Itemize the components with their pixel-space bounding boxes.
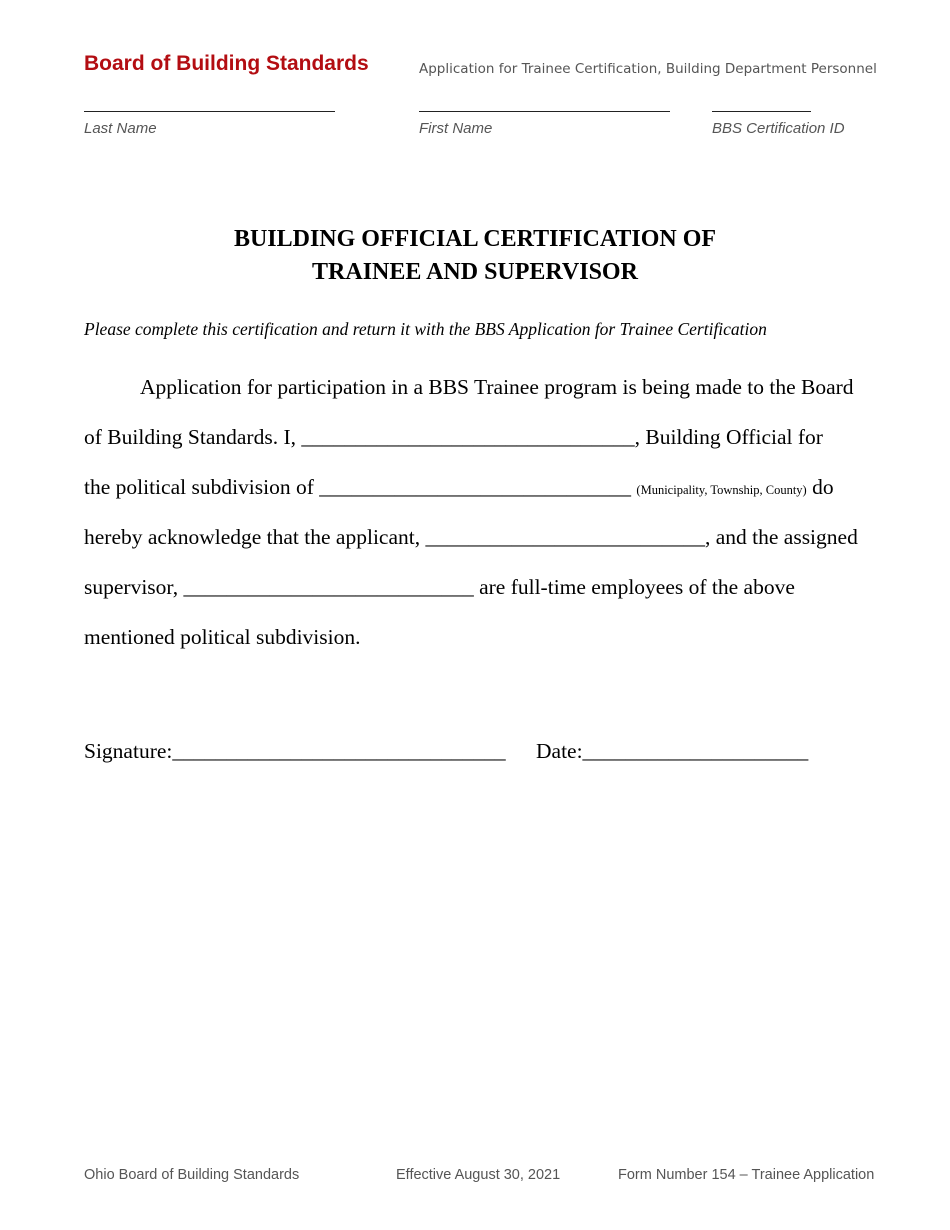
body-line-4: hereby acknowledge that the applicant, __________________________, and the assigned xyxy=(84,525,858,549)
brand-title: Board of Building Standards xyxy=(84,52,369,75)
signature-field[interactable]: Signature:_______________________________ xyxy=(84,739,506,763)
first-name-label: First Name xyxy=(419,120,493,137)
last-name-line[interactable] xyxy=(84,111,335,112)
body-line-5: supervisor, ___________________________ are full-time employees of the above xyxy=(84,575,795,599)
last-name-label: Last Name xyxy=(84,120,157,137)
footer-effective-date: Effective August 30, 2021 xyxy=(396,1167,561,1183)
first-name-line[interactable] xyxy=(419,111,670,112)
instruction-text: Please complete this certification and return it with the BBS Application for Trainee Certification xyxy=(84,319,767,339)
body-line-3-end: do xyxy=(806,475,834,499)
document-title xyxy=(0,223,950,289)
body-line-3-main: the political subdivision of _____________________________ xyxy=(84,475,637,499)
date-field[interactable]: Date:_____________________ xyxy=(536,739,809,763)
subdivision-note: (Municipality, Township, County) xyxy=(636,483,807,497)
body-line-1: Application for participation in a BBS Trainee program is being made to the Board xyxy=(140,375,854,399)
form-subtitle: Application for Trainee Certification, Building Department Personnel xyxy=(419,61,877,77)
body-line-6: mentioned political subdivision. xyxy=(84,625,361,649)
footer-form-number: Form Number 154 – Trainee Application xyxy=(618,1167,875,1183)
cert-id-label: BBS Certification ID xyxy=(712,120,845,137)
body-line-3 xyxy=(84,475,834,500)
cert-id-line[interactable] xyxy=(712,111,811,112)
title-line-1: BUILDING OFFICIAL CERTIFICATION OF xyxy=(233,226,717,252)
body-line-2: of Building Standards. I, _______________________________, Building Official for xyxy=(84,425,823,449)
title-line-2: TRAINEE AND SUPERVISOR xyxy=(312,259,638,285)
footer-organization: Ohio Board of Building Standards xyxy=(84,1167,300,1183)
